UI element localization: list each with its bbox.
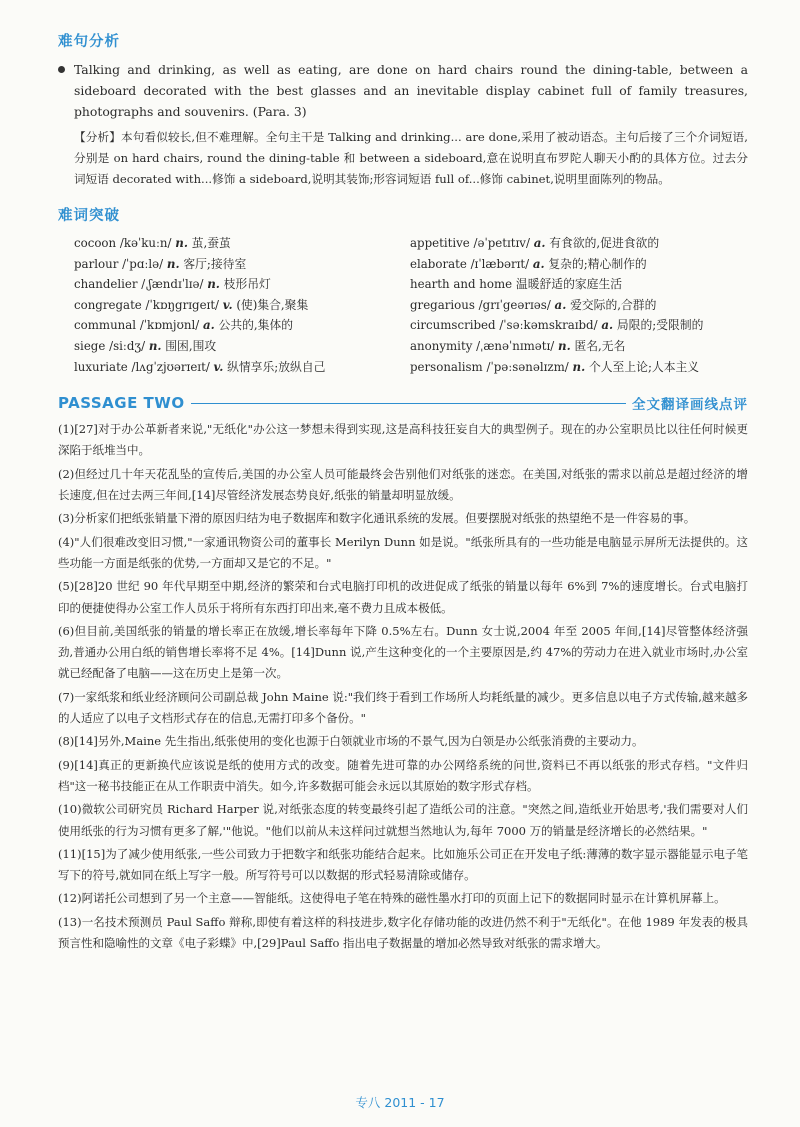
vocab-meaning: 复杂的;精心制作的 <box>548 256 647 271</box>
vocab-item <box>410 254 746 275</box>
passage-title: PASSAGE TWO <box>58 394 185 413</box>
vocab-pos: n. <box>558 338 571 353</box>
vocab-meaning: 个人至上论;人本主义 <box>588 359 700 374</box>
vocab-item <box>74 254 410 275</box>
vocab-word: cocoon /kəˈkuːn/ <box>74 236 172 250</box>
passage-paragraph: (5)[28]20 世纪 90 年代早期至中期,经济的繁荣和台式电脑打印机的改进促成了纸张的销量以每年 6%到 7%的速度增长。台式电脑打印的便捷使得办公室工作人员乐于将所有东西打印出来,毫不费力且成本极低。 <box>58 579 748 615</box>
vocab-pos: a. <box>532 256 545 271</box>
vocab-meaning: 枝形吊灯 <box>223 277 271 292</box>
vocab-pos: a. <box>203 318 215 333</box>
vocab-word: chandelier /ˌʃændɪˈlɪə/ <box>74 277 204 292</box>
passage-body <box>58 419 748 954</box>
vocab-meaning: 有食欲的,促进食欲的 <box>549 236 660 250</box>
vocab-item <box>410 274 746 295</box>
passage-header <box>58 393 748 413</box>
vocab-item <box>410 295 746 316</box>
vocab-pos: n. <box>175 236 188 250</box>
vocab-pos: n. <box>207 277 220 292</box>
vocab-pos: a. <box>554 297 567 312</box>
analysis-sentence-text: Talking and drinking, as well as eating, are done on hard chairs round the dining-table, between a sideboard decorated with the best glasses and an inevitable display cabinet full of family treasures, photographs and souvenirs. (Para. 3) <box>74 62 748 119</box>
vocab-pos: v. <box>213 359 224 374</box>
vocab-meaning: 局限的;受限制的 <box>616 318 704 333</box>
passage-subtitle: 全文翻译画线点评 <box>632 397 748 414</box>
passage-paragraph: (6)但目前,美国纸张的销量的增长率正在放缓,增长率每年下降 0.5%左右。Dunn 女士说,2004 年至 2005 年间,[14]尽管整体经济强劲,普通办公用白纸的销售增长率将不足 4%。[14]Dunn 说,产生这种变化的一个主要原因是,约 47%的劳动力在进入就业市场时,办公室就已经配备了电脑——这在历史上是第一次。 <box>58 623 748 681</box>
vocab-word: anonymity /ˌænəˈnɪmətɪ/ <box>410 338 555 353</box>
vocab-word: luxuriate /lʌgˈzjʊərɪeɪt/ <box>74 359 210 374</box>
analysis-heading: 难句分析 <box>58 34 120 50</box>
vocab-word: siege /siːdʒ/ <box>74 338 146 353</box>
vocab-meaning: 爱交际的,合群的 <box>570 297 657 312</box>
vocab-word: communal /ˈkɒmjʊnl/ <box>74 318 200 333</box>
vocab-word: personalism /ˈpəːsənəlɪzm/ <box>410 359 569 374</box>
vocab-item <box>74 295 410 316</box>
vocab-pos: n. <box>148 338 162 353</box>
vocab-item <box>74 274 410 295</box>
bullet-icon <box>58 66 65 73</box>
vocab-word: elaborate /ɪˈlæbərɪt/ <box>410 256 530 271</box>
vocab-meaning: 匿名,无名 <box>574 338 626 353</box>
vocab-word: circumscribed /ˈsəːkəmskraɪbd/ <box>410 318 598 333</box>
passage-paragraph: (11)[15]为了减少使用纸张,一些公司致力于把数字和纸张功能结合起来。比如施乐公司正在开发电子纸:薄薄的数字显示器能显示电子笔写下的符号,就如同在纸上写字一般。所写符号可以以数据的形式轻易清除或储存。 <box>58 846 748 883</box>
vocab-word: appetitive /əˈpetɪtɪv/ <box>410 236 530 250</box>
passage-paragraph: (1)[27]对于办公革新者来说,"无纸化"办公这一梦想未得到实现,这是高科技狂妄自大的典型例子。现在的办公室职员比以往任何时候更深陷于纸堆当中。 <box>58 422 748 458</box>
vocab-meaning: 围困,围攻 <box>165 338 217 353</box>
vocab-item <box>74 357 410 378</box>
vocab-column-right <box>410 233 746 377</box>
vocab-word: hearth and home <box>410 277 513 292</box>
vocab-item <box>74 233 410 254</box>
vocab-item <box>410 233 746 254</box>
vocab-meaning: 纵情享乐;放纵自己 <box>227 359 326 374</box>
vocab-pos: n. <box>572 359 586 374</box>
vocab-meaning: (使)集合,聚集 <box>236 297 309 312</box>
vocab-meaning: 温暖舒适的家庭生活 <box>515 277 623 292</box>
vocab-grid <box>58 233 748 377</box>
vocab-word: congregate /ˈkɒŋgrɪgeɪt/ <box>74 297 220 312</box>
vocab-section <box>58 204 748 377</box>
passage-paragraph: (7)一家纸浆和纸业经济顾问公司副总裁 John Maine 说:"我们终于看到工作场所人均耗纸量的减少。更多信息以电子方式传输,越来越多的人适应了以电子文档形式存在的信息,无需打印多个备份。" <box>58 689 748 726</box>
vocab-pos: a. <box>533 236 546 250</box>
vocab-item <box>410 357 746 378</box>
vocab-meaning: 客厅;接待室 <box>183 256 247 271</box>
page-content <box>58 30 748 956</box>
passage-paragraph: (4)"人们很难改变旧习惯,"一家通讯物资公司的董事长 Merilyn Dunn 如是说。"纸张所具有的一些功能是电脑显示屏所无法提供的。这些功能一方面是纸张的优势,一方面却又是它的不足。" <box>58 534 748 570</box>
vocab-column-left <box>74 233 410 377</box>
vocab-item <box>410 315 746 336</box>
page-number: 专八 2011 - 17 <box>355 1095 445 1110</box>
passage-paragraph: (12)阿诺托公司想到了另一个主意——智能纸。这使得电子笔在特殊的磁性墨水打印的页面上记下的数据同时显示在计算机屏幕上。 <box>58 891 726 906</box>
vocab-word: parlour /ˈpɑːlə/ <box>74 256 164 271</box>
header-divider <box>191 403 626 404</box>
vocab-item <box>410 336 746 357</box>
analysis-note: 【分析】本句看似较长,但不难理解。全句主干是 Talking and drinking... are done,采用了被动语态。主句后接了三个介词短语,分别是 on hard chairs, round the dining-table 和 between a sideboard,意在说明直布罗陀人聊天小酌的具体方位。过去分词短语 decorated with...修饰 a sideboard,说明其装饰;形容词短语 full of...修饰 cabinet,说明里面陈列的物品。 <box>74 130 748 186</box>
vocab-pos: a. <box>601 318 614 333</box>
vocab-pos: n. <box>166 256 180 271</box>
passage-paragraph: (9)[14]真正的更新换代应该说是纸的使用方式的改变。随着先进可靠的办公网络系统的问世,资料已不再以纸张的形式存档。"文件归档"这一秘书技能正在从工作职责中消失。如今,许多数据可能会永远以其原始的数字形式存档。 <box>58 757 748 793</box>
passage-paragraph: (13)一名技术预测员 Paul Saffo 辩称,即使有着这样的科技进步,数字化存储功能的改进仍然不利于"无纸化"。在他 1989 年发表的极具预言性和隐喻性的文章《电子彩蝶》中,[29]Paul Saffo 指出电子数据量的增加必然导致对纸张的需求增大。 <box>58 914 748 950</box>
passage-paragraph: (8)[14]另外,Maine 先生指出,纸张使用的变化也源于白领就业市场的不景气,因为白领是办公纸张消费的主要动力。 <box>58 734 644 749</box>
vocab-heading: 难词突破 <box>58 208 120 224</box>
analysis-sentence <box>58 59 748 122</box>
vocab-meaning: 茧,蚕茧 <box>191 236 231 250</box>
vocab-word: gregarious /grɪˈgeərɪəs/ <box>410 297 551 312</box>
vocab-meaning: 公共的,集体的 <box>218 318 294 333</box>
passage-paragraph: (10)微软公司研究员 Richard Harper 说,对纸张态度的转变最终引起了造纸公司的注意。"突然之间,造纸业开始思考,'我们需要对人们使用纸张的行为习惯有更多了解,'"他说。"他们以前从未这样问过就想当然地认为,每年 7000 万的销量是经济增长的必然结果。" <box>58 802 748 838</box>
passage-paragraph: (3)分析家们把纸张销量下滑的原因归结为电子数据库和数字化通讯系统的发展。但要摆脱对纸张的热望绝不是一件容易的事。 <box>58 511 696 526</box>
vocab-item <box>74 336 410 357</box>
vocab-pos: v. <box>222 297 233 312</box>
vocab-item <box>74 315 410 336</box>
passage-paragraph: (2)但经过几十年天花乱坠的宣传后,美国的办公室人员可能最终会告别他们对纸张的迷恋。在美国,对纸张的需求以前总是超过经济的增长速度,但在过去两三年间,[14]尽管经济发展态势良好,纸张的销量却明显放缓。 <box>58 466 748 503</box>
